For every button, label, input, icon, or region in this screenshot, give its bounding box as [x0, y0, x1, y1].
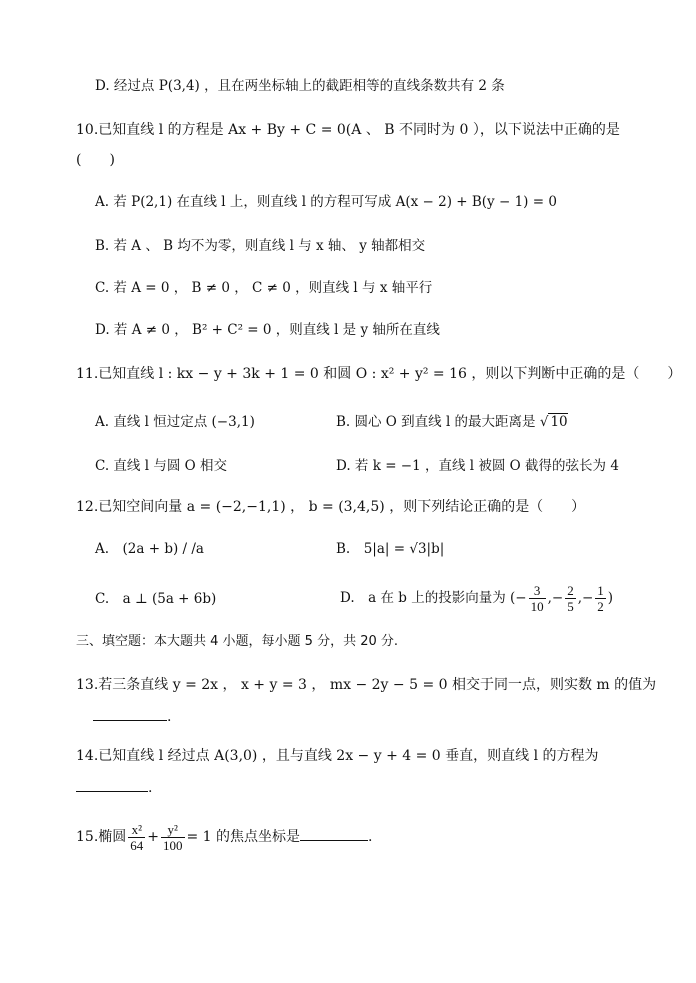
- q12-option-d: [340, 578, 613, 618]
- q12-stem: 12.已知空间向量 a = (−2,−1,1) ， b = (3,4,5) ，则下列结论正确的是（ ）: [76, 499, 586, 515]
- q15-prefix: 15.椭圆: [76, 829, 127, 845]
- fraction-denominator: 100: [163, 837, 183, 853]
- period: .: [148, 780, 153, 796]
- period: .: [167, 709, 172, 725]
- q14-stem: 14.已知直线 l 经过点 A(3,0) ，且与直线 2x − y + 4 = 0 垂直，则直线 l 的方程为: [76, 748, 599, 764]
- q11-option-c: C. 直线 l 与圆 O 相交: [95, 458, 227, 474]
- radicand: 10: [550, 414, 568, 430]
- q14-answer-line: [76, 777, 152, 798]
- answer-blank[interactable]: [93, 706, 167, 721]
- q12-option-a: A. (2a + b) / /a: [95, 541, 204, 557]
- q13-answer-line: [93, 706, 171, 727]
- closing-paren: ): [607, 590, 614, 606]
- fraction-denominator: 2: [597, 599, 604, 614]
- q15-stem: [76, 815, 373, 859]
- q12-option-b: B. 5|a| = √3|b|: [336, 541, 445, 557]
- q10-answer-paren: ( ): [76, 152, 115, 168]
- period: .: [368, 829, 373, 845]
- q10-option-d: D. 若 A ≠ 0 ， B² + C² = 0 ，则直线 l 是 y 轴所在直线: [95, 322, 440, 338]
- q13-stem: 13.若三条直线 y = 2x ， x + y = 3 ， mx − 2y − 5 = 0 相交于同一点，则实数 m 的值为: [76, 677, 657, 693]
- fraction-numerator: y²: [161, 822, 185, 838]
- q9-option-d: D. 经过点 P(3,4) ，且在两坐标轴上的截距相等的直线条数共有 2 条: [95, 78, 505, 94]
- radical-sign: √: [539, 414, 549, 430]
- q12-option-d-text: D. a 在 b 上的投影向量为 (−: [340, 590, 527, 606]
- fraction-2-5: [565, 583, 576, 614]
- fraction-numerator: 2: [567, 583, 574, 598]
- q10-option-a: A. 若 P(2,1) 在直线 l 上，则直线 l 的方程可写成 A(x − 2) + B(y − 1) = 0: [95, 194, 557, 210]
- q12-option-c: C. a ⊥ (5a + 6b): [95, 591, 217, 607]
- q10-option-c: C. 若 A = 0 ， B ≠ 0 ， C ≠ 0 ，则直线 l 与 x 轴平行: [95, 280, 433, 296]
- fraction-x2-64: [128, 822, 145, 853]
- section-3-title: 三、填空题：本大题共 4 小题，每小题 5 分，共 20 分.: [76, 634, 399, 649]
- q11-stem: 11.已知直线 l : kx − y + 3k + 1 = 0 和圆 O : x² + y² = 16 ，则以下判断中正确的是（ ）: [76, 366, 682, 382]
- answer-blank[interactable]: [76, 777, 148, 792]
- plus-sign: +: [147, 829, 159, 845]
- fraction-y2-100: [161, 822, 185, 853]
- q11-option-d: D. 若 k = −1 ，直线 l 被圆 O 截得的弦长为 4: [336, 458, 619, 474]
- fraction-numerator: x²: [128, 822, 145, 838]
- fraction-denominator: 10: [530, 599, 544, 614]
- fraction-1-2: [595, 583, 606, 614]
- q15-suffix: = 1 的焦点坐标是: [186, 829, 301, 845]
- q11-option-b: [336, 412, 568, 432]
- fraction-numerator: 1: [597, 583, 604, 598]
- q11-option-a: A. 直线 l 恒过定点 (−3,1): [95, 414, 255, 430]
- fraction-numerator: 3: [529, 583, 546, 599]
- q11-option-b-text: B. 圆心 O 到直线 l 的最大距离是: [336, 414, 536, 430]
- q10-option-b: B. 若 A 、 B 均不为零，则直线 l 与 x 轴、 y 轴都相交: [95, 238, 426, 254]
- q10-stem: 10.已知直线 l 的方程是 Ax + By + C = 0(A 、 B 不同时为 0 ），以下说法中正确的是: [76, 122, 620, 138]
- fraction-denominator: 64: [130, 837, 144, 853]
- separator: ,−: [547, 590, 564, 606]
- answer-blank[interactable]: [300, 826, 368, 841]
- separator: ,−: [577, 590, 594, 606]
- fraction-denominator: 5: [567, 599, 574, 614]
- fraction-3-10: [529, 583, 546, 614]
